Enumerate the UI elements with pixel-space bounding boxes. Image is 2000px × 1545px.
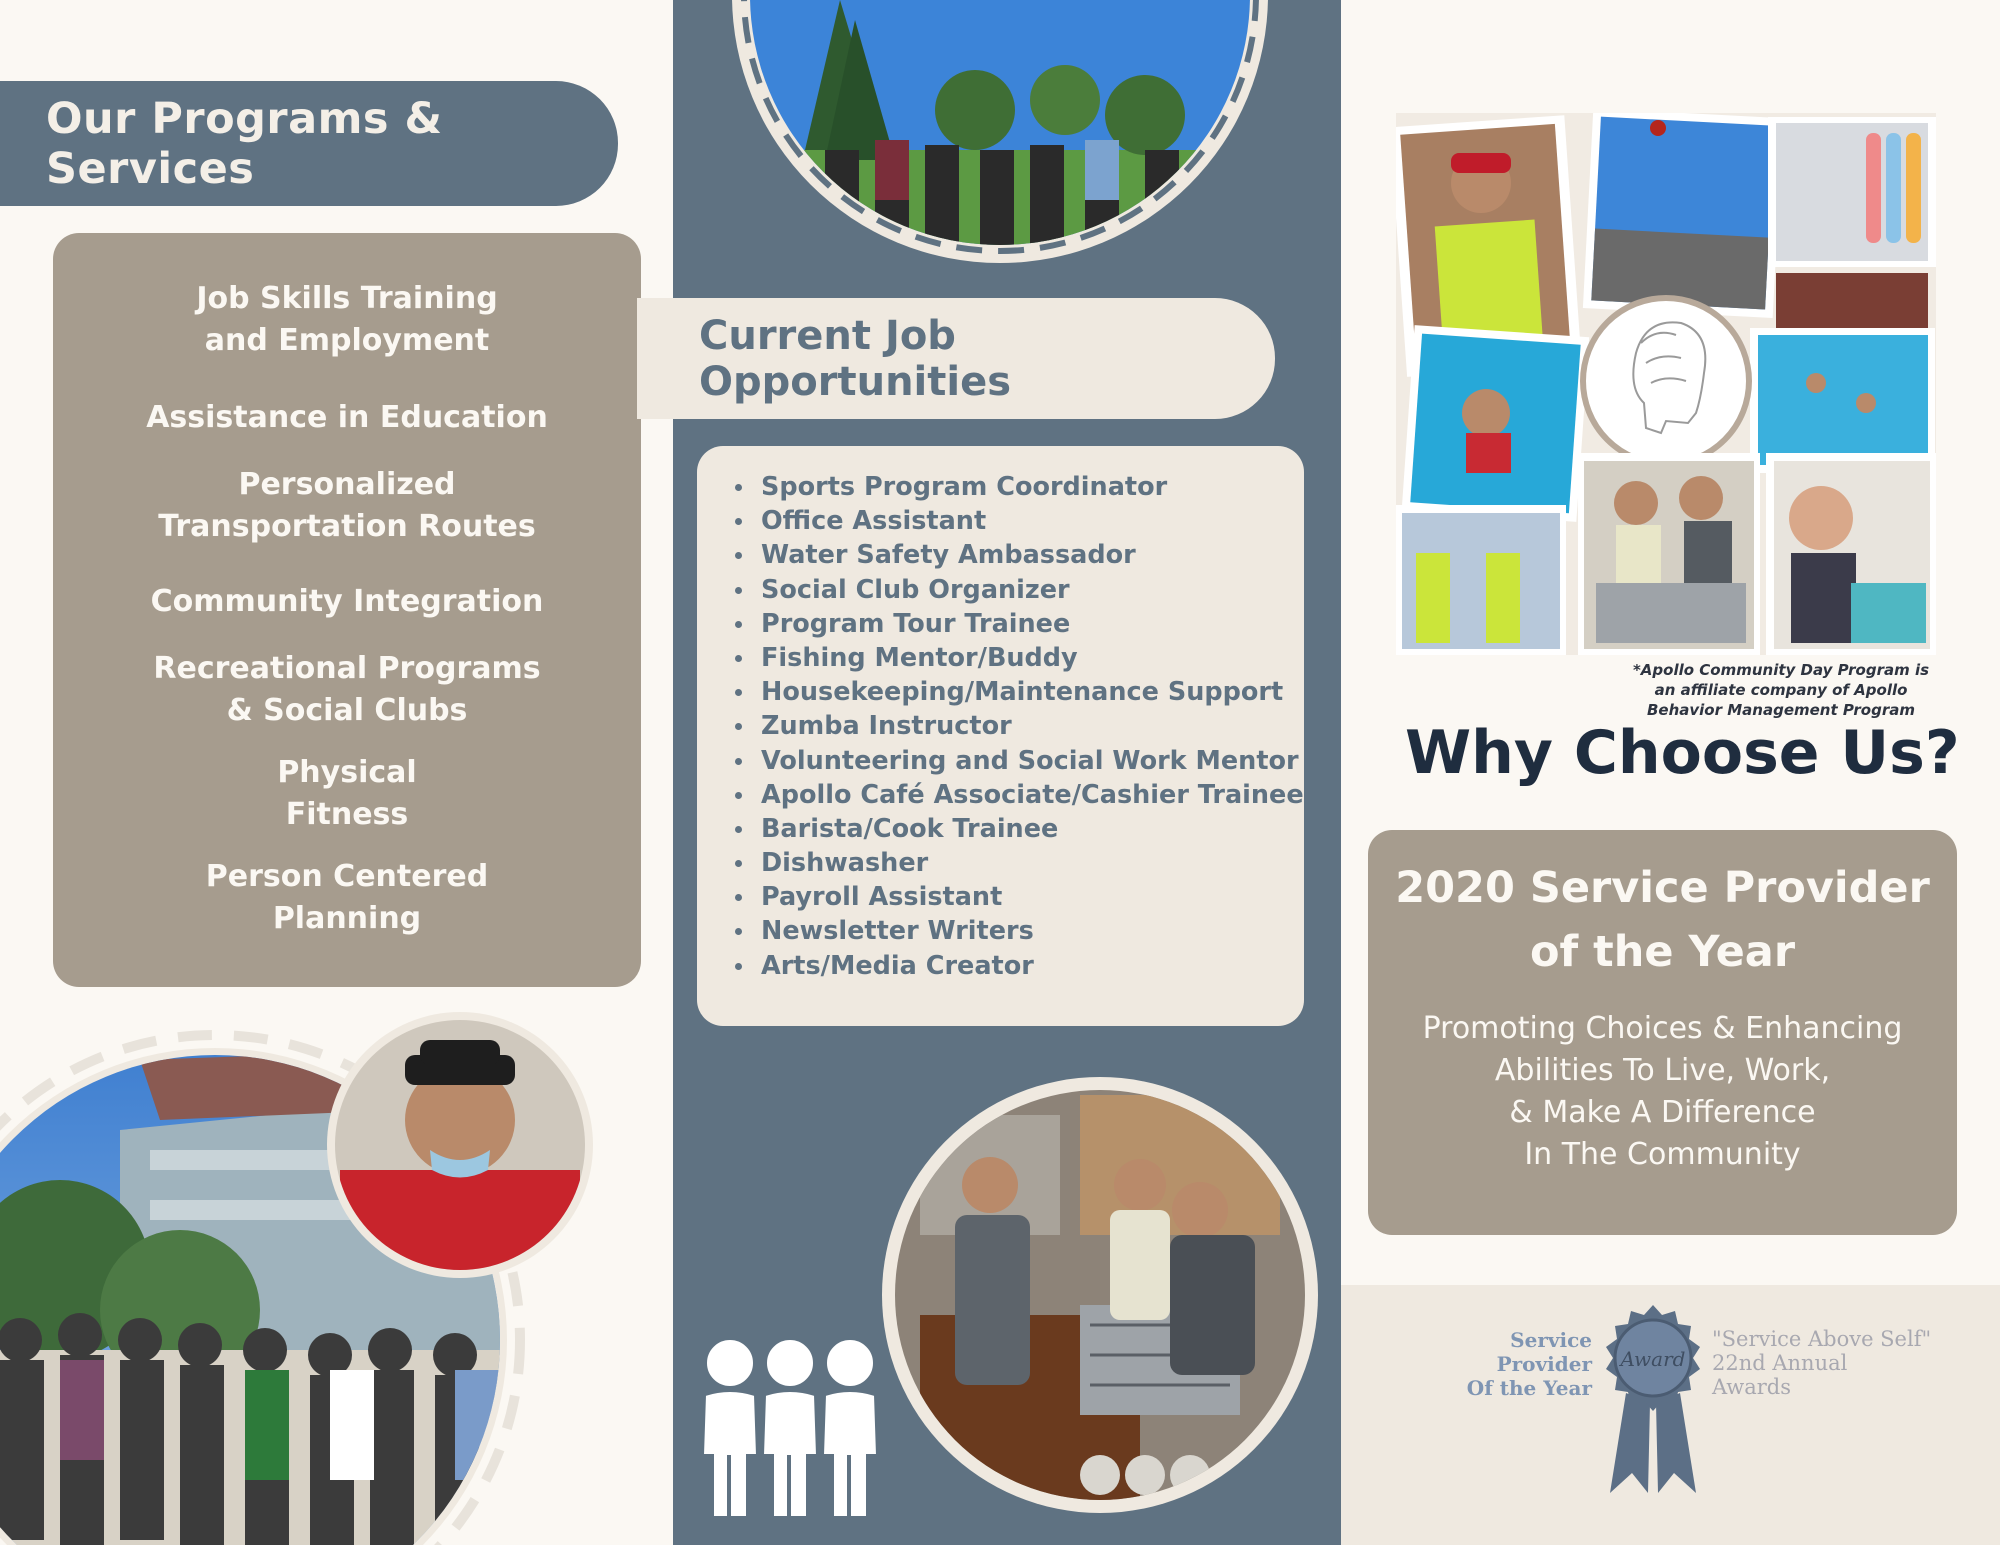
job-item: Payroll Assistant — [761, 880, 1304, 914]
people-icon — [695, 1335, 885, 1525]
seal-left-line-3: Of the Year — [1466, 1376, 1592, 1400]
program-item-transportation: Personalized Transportation Routes — [158, 467, 536, 544]
program-item-job-skills: Job Skills Training and Employment — [196, 281, 498, 358]
jobs-header — [637, 298, 1275, 419]
job-item: Sports Program Coordinator — [761, 470, 1304, 504]
award-title — [1368, 856, 1957, 984]
outdoor-group-photo — [725, 0, 1275, 275]
job-item: Barista/Cook Trainee — [761, 812, 1304, 846]
job-item: Housekeeping/Maintenance Support — [761, 675, 1304, 709]
job-item: Volunteering and Social Work Mentor — [761, 744, 1304, 778]
seal-right-line-3: Awards — [1712, 1375, 1791, 1399]
award-title-line-1: 2020 Service Provider — [1395, 863, 1930, 913]
job-item: Apollo Café Associate/Cashier Trainee — [761, 778, 1304, 812]
program-item-fitness: Physical Fitness — [277, 755, 417, 832]
job-item: Arts/Media Creator — [761, 949, 1304, 983]
job-item: Zumba Instructor — [761, 709, 1304, 743]
ribbon-word: Award — [1620, 1347, 1686, 1371]
jobs-list — [761, 470, 1304, 983]
kitchen-work-photo — [880, 1075, 1320, 1515]
job-item: Newsletter Writers — [761, 914, 1304, 948]
program-item-education: Assistance in Education — [146, 400, 548, 435]
activity-photo-collage — [1396, 113, 1936, 655]
job-item: Social Club Organizer — [761, 573, 1304, 607]
award-ribbon-icon — [1598, 1303, 1708, 1499]
affiliate-note: *Apollo Community Day Program is an affiliate company of Apollo Behavior Management Program — [1632, 661, 1930, 719]
award-box — [1368, 830, 1957, 1235]
group-photo-collage — [0, 1010, 673, 1545]
seal-left-line-1: Service — [1510, 1328, 1592, 1352]
jobs-list-box — [697, 446, 1304, 1026]
programs-header — [0, 81, 618, 206]
award-description: Promoting Choices & Enhancing Abilities To Live, Work, & Make A Difference In The Community — [1422, 1011, 1903, 1172]
seal-right-text — [1712, 1327, 1931, 1399]
why-choose-us-title: Why Choose Us? — [1405, 718, 1960, 788]
programs-list-box — [53, 233, 641, 987]
seal-right-line-1: "Service Above Self" — [1712, 1327, 1932, 1351]
job-item: Dishwasher — [761, 846, 1304, 880]
seal-right-line-2: 22nd Annual — [1712, 1351, 1848, 1375]
seal-left-text — [1452, 1328, 1592, 1400]
job-item: Fishing Mentor/Buddy — [761, 641, 1304, 675]
program-item-community: Community Integration — [150, 584, 544, 619]
program-item-person-centered: Person Centered Planning — [205, 859, 489, 936]
programs-title: Our Programs & Services — [46, 93, 443, 194]
seal-left-line-2: Provider — [1496, 1352, 1592, 1376]
award-title-line-2: of the Year — [1529, 927, 1796, 977]
job-item: Program Tour Trainee — [761, 607, 1304, 641]
job-item: Water Safety Ambassador — [761, 538, 1304, 572]
jobs-title: Current Job Opportunities — [699, 312, 1012, 405]
job-item: Office Assistant — [761, 504, 1304, 538]
program-item-recreational: Recreational Programs & Social Clubs — [153, 651, 541, 728]
